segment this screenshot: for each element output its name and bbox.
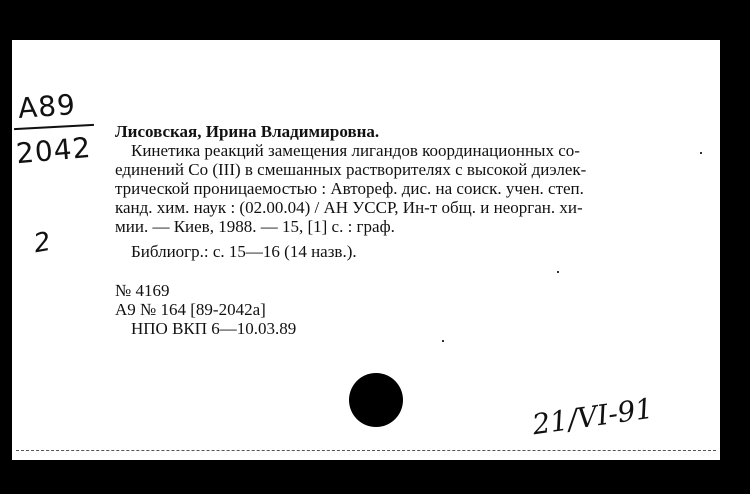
scan-speck [557, 271, 559, 273]
card-bottom-dashed-line [16, 450, 716, 451]
description-line: единений Co (III) в смешанных растворителях с высокой диэлек- [115, 160, 587, 179]
description-line: трической проницаемостью : Автореф. дис. на соиск. учен. степ. [115, 179, 584, 198]
bibliography-note: Библиогр.: с. 15—16 (14 назв.). [131, 242, 357, 261]
handwritten-shelf-code: A89 [16, 88, 77, 125]
handwritten-mark: 2 [31, 226, 54, 260]
description-line: канд. хим. наук : (02.00.04) / АН УССР, Ин-т общ. и неорган. хи- [115, 198, 583, 217]
description-line: Кинетика реакций замещения лигандов координационных со- [131, 141, 580, 160]
handwritten-divider [14, 124, 94, 130]
scan-speck [700, 152, 702, 154]
scan-speck [442, 340, 444, 342]
handwritten-shelf-number: 2042 [14, 130, 93, 171]
card-number: № 4169 [115, 281, 170, 300]
author-heading: Лисовская, Ирина Владимировна. [115, 122, 380, 141]
description-line: мии. — Киев, 1988. — 15, [1] с. : граф. [115, 217, 395, 236]
punch-hole [349, 373, 403, 427]
handwritten-date: 21/VI-91 [530, 391, 656, 442]
registration-note: НПО ВКП 6—10.03.89 [131, 319, 297, 338]
catalog-card [12, 40, 720, 460]
description-block [115, 141, 705, 236]
shelf-mark: А9 № 164 [89-2042а] [115, 300, 266, 319]
